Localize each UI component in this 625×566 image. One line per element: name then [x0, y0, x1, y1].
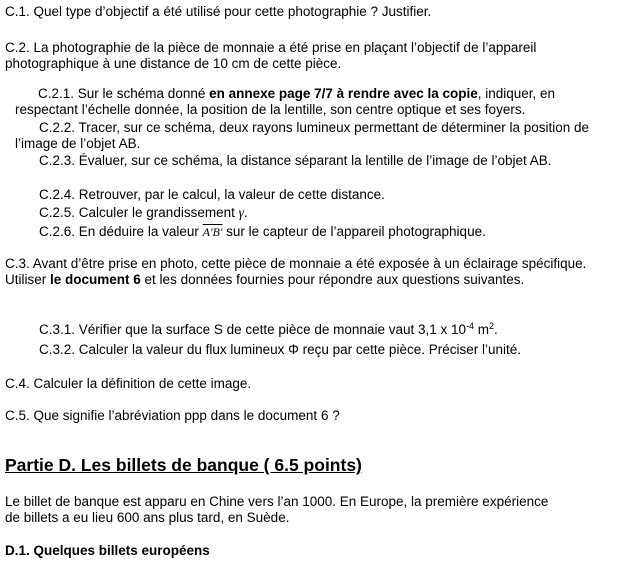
question-c2-4: C.2.4. Retrouver, par le calcul, la valeur de cette distance.	[39, 187, 385, 202]
gamma-symbol: γ	[238, 205, 244, 220]
question-c2-2: C.2.2. Tracer, sur ce schéma, deux rayons lumineux permettant de déterminer la position de l’image de l’objet AB.	[15, 120, 590, 151]
question-c5: C.5. Que signifie l’abréviation ppp dans le document 6 ?	[5, 408, 340, 423]
question-c3-2: C.3.2. Calculer la valeur du flux lumineux Φ reçu par cette pièce. Préciser l’unité.	[39, 342, 521, 357]
question-c2-5: C.2.5. Calculer le grandissement γ.	[39, 205, 248, 220]
question-c3-1: C.3.1. Vérifier que la surface S de cette pièce de monnaie vaut 3,1 x $10^{-4}$ $m^2$.	[39, 321, 498, 337]
vector-symbol: A'B'	[202, 225, 223, 239]
question-c2-6: C.2.6. En déduire la valeur A'B' sur le capteur de l’appareil photographique.	[39, 224, 486, 239]
section-heading-partie-d: Partie D. Les billets de banque ( 6.5 points)	[5, 455, 362, 475]
annex-reference: en annexe page 7/7 à rendre avec la copie	[209, 86, 478, 101]
intro-paragraph: Le billet de banque est apparu en Chine vers l’an 1000. En Europe, la première expérience de billets a eu lieu 600 ans plus tard, en Suède.	[5, 494, 549, 525]
subsection-heading-d1: D.1. Quelques billets européens	[5, 543, 210, 558]
question-c2-3: C.2.3. Évaluer, sur ce schéma, la distance séparant la lentille de l’image de l’objet AB.	[39, 153, 552, 168]
question-c4: C.4. Calculer la définition de cette image.	[5, 376, 252, 391]
question-c3: C.3. Avant d’être prise en photo, cette pièce de monnaie a été exposée à un éclairage spécifique. Utiliser le document 6 et les données fournies pour répondre aux questions suivantes.	[5, 256, 587, 287]
document-reference: le document 6	[50, 272, 141, 287]
question-c1: C.1. Quel type d’objectif a été utilisé pour cette photographie ? Justifier.	[5, 4, 432, 19]
question-c2-1: C.2.1. Sur le schéma donné en annexe page 7/7 à rendre avec la copie, indiquer, en respectant l’échelle donnée, la position de la lentille, son centre optique et ses foyers.	[15, 86, 556, 117]
question-c2: C.2. La photographie de la pièce de monnaie a été prise en plaçant l’objectif de l’appareil photographique à une distance de 10 cm de cette pièce.	[5, 40, 537, 71]
